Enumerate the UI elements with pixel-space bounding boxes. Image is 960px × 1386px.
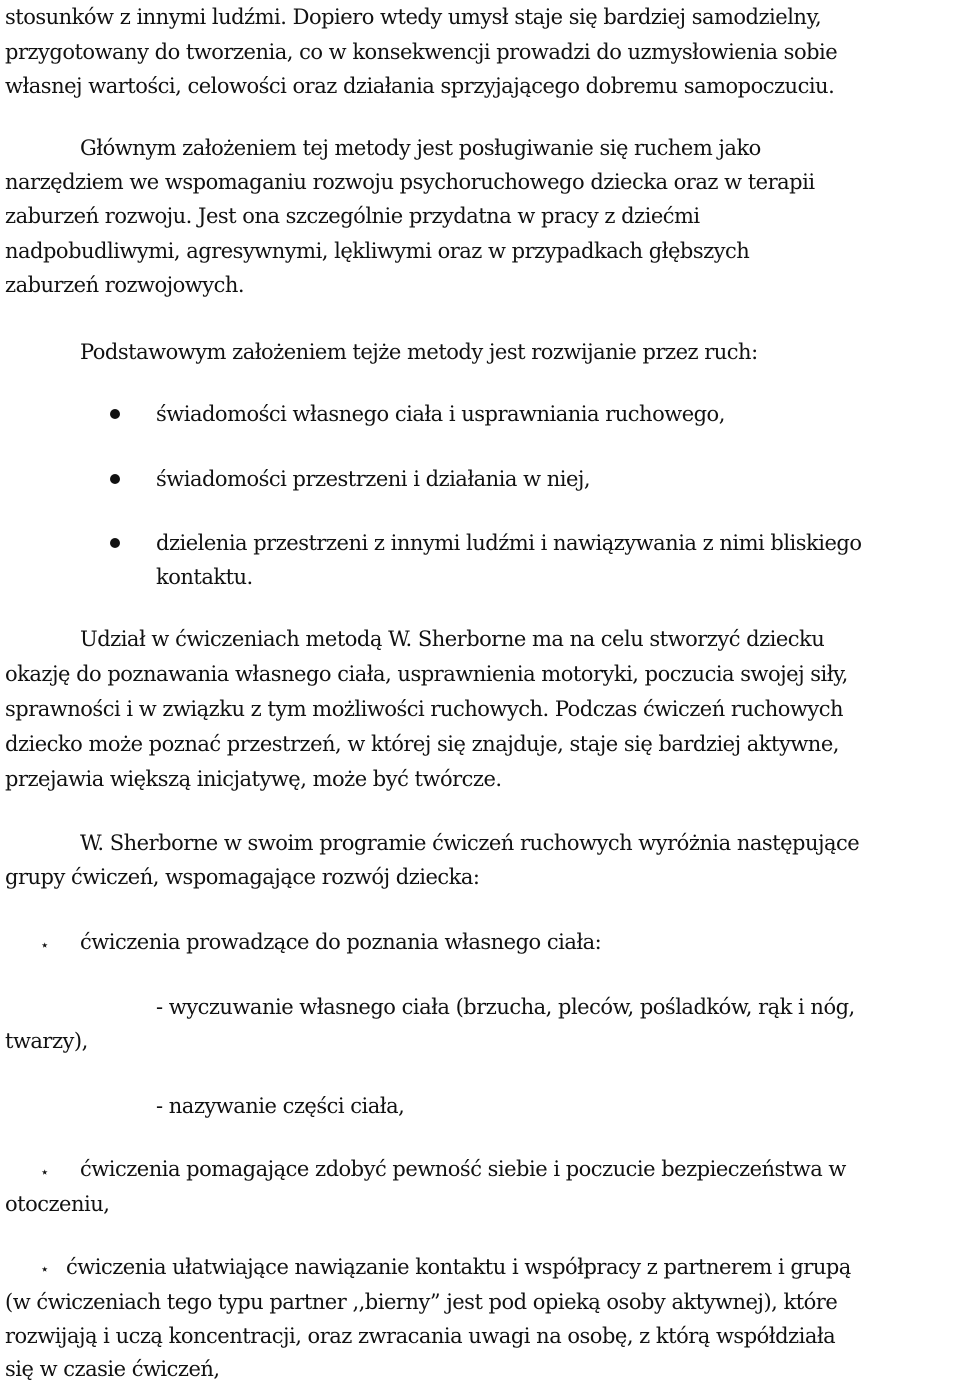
star-bullet-icon: ⋆ [40, 936, 50, 954]
paragraph-line: przygotowany do tworzenia, co w konsekwencji prowadzi do uzmysłowienia sobie [5, 40, 838, 64]
paragraph-line: narzędziem we wspomaganiu rozwoju psychoruchowego dziecka oraz w terapii [5, 170, 815, 194]
list-item: kontaktu. [156, 565, 253, 589]
list-item: twarzy), [5, 1029, 88, 1053]
paragraph-line: sprawności i w związku z tym możliwości ruchowych. Podczas ćwiczeń ruchowych [5, 697, 844, 721]
paragraph-line: okazję do poznawania własnego ciała, usprawnienia motoryki, poczucia swojej siły, [5, 662, 848, 686]
list-item: - wyczuwanie własnego ciała (brzucha, pleców, pośladków, rąk i nóg, [156, 995, 855, 1019]
paragraph-line: Podstawowym założeniem tejże metody jest rozwijanie przez ruch: [80, 340, 758, 364]
list-item: otoczeniu, [5, 1192, 110, 1216]
paragraph-line: przejawia większą inicjatywę, może być twórcze. [5, 767, 502, 791]
paragraph-line: Głównym założeniem tej metody jest posługiwanie się ruchem jako [80, 136, 761, 160]
paragraph-line: nadpobudliwymi, agresywnymi, lękliwymi oraz w przypadkach głębszych [5, 239, 750, 263]
list-item: świadomości własnego ciała i usprawniania ruchowego, [156, 402, 725, 426]
paragraph-line: zaburzeń rozwojowych. [5, 273, 245, 297]
star-bullet-icon: ⋆ [40, 1163, 50, 1181]
paragraph-line: zaburzeń rozwoju. Jest ona szczególnie przydatna w pracy z dziećmi [5, 204, 700, 228]
list-item: dzielenia przestrzeni z innymi ludźmi i nawiązywania z nimi bliskiego [156, 531, 862, 555]
bullet-dot-icon [110, 409, 120, 419]
list-item: ćwiczenia ułatwiające nawiązanie kontaktu i współpracy z partnerem i grupą [66, 1255, 851, 1279]
paragraph-line: Udział w ćwiczeniach metodą W. Sherborne ma na celu stworzyć dziecku [80, 627, 825, 651]
list-item: ćwiczenia pomagające zdobyć pewność siebie i poczucie bezpieczeństwa w [80, 1157, 846, 1181]
list-item: (w ćwiczeniach tego typu partner ,,bierny” jest pod opieką osoby aktywnej), które [5, 1290, 838, 1314]
list-item: się w czasie ćwiczeń, [5, 1357, 220, 1381]
paragraph-line: grupy ćwiczeń, wspomagające rozwój dziecka: [5, 865, 480, 889]
paragraph-line: W. Sherborne w swoim programie ćwiczeń ruchowych wyróżnia następujące [80, 831, 860, 855]
bullet-dot-icon [110, 538, 120, 548]
list-item: świadomości przestrzeni i działania w niej, [156, 467, 591, 491]
paragraph-line: własnej wartości, celowości oraz działania sprzyjającego dobremu samopoczuciu. [5, 74, 835, 98]
bullet-dot-icon [110, 474, 120, 484]
star-bullet-icon: ⋆ [40, 1260, 50, 1278]
paragraph-line: dziecko może poznać przestrzeń, w której się znajduje, staje się bardziej aktywne, [5, 732, 839, 756]
list-item: - nazywanie części ciała, [156, 1094, 405, 1118]
paragraph-line: stosunków z innymi ludźmi. Dopiero wtedy umysł staje się bardziej samodzielny, [5, 5, 822, 29]
list-item: rozwijają i uczą koncentracji, oraz zwracania uwagi na osobę, z którą współdziała [5, 1324, 836, 1348]
list-item: ćwiczenia prowadzące do poznania własnego ciała: [80, 930, 602, 954]
